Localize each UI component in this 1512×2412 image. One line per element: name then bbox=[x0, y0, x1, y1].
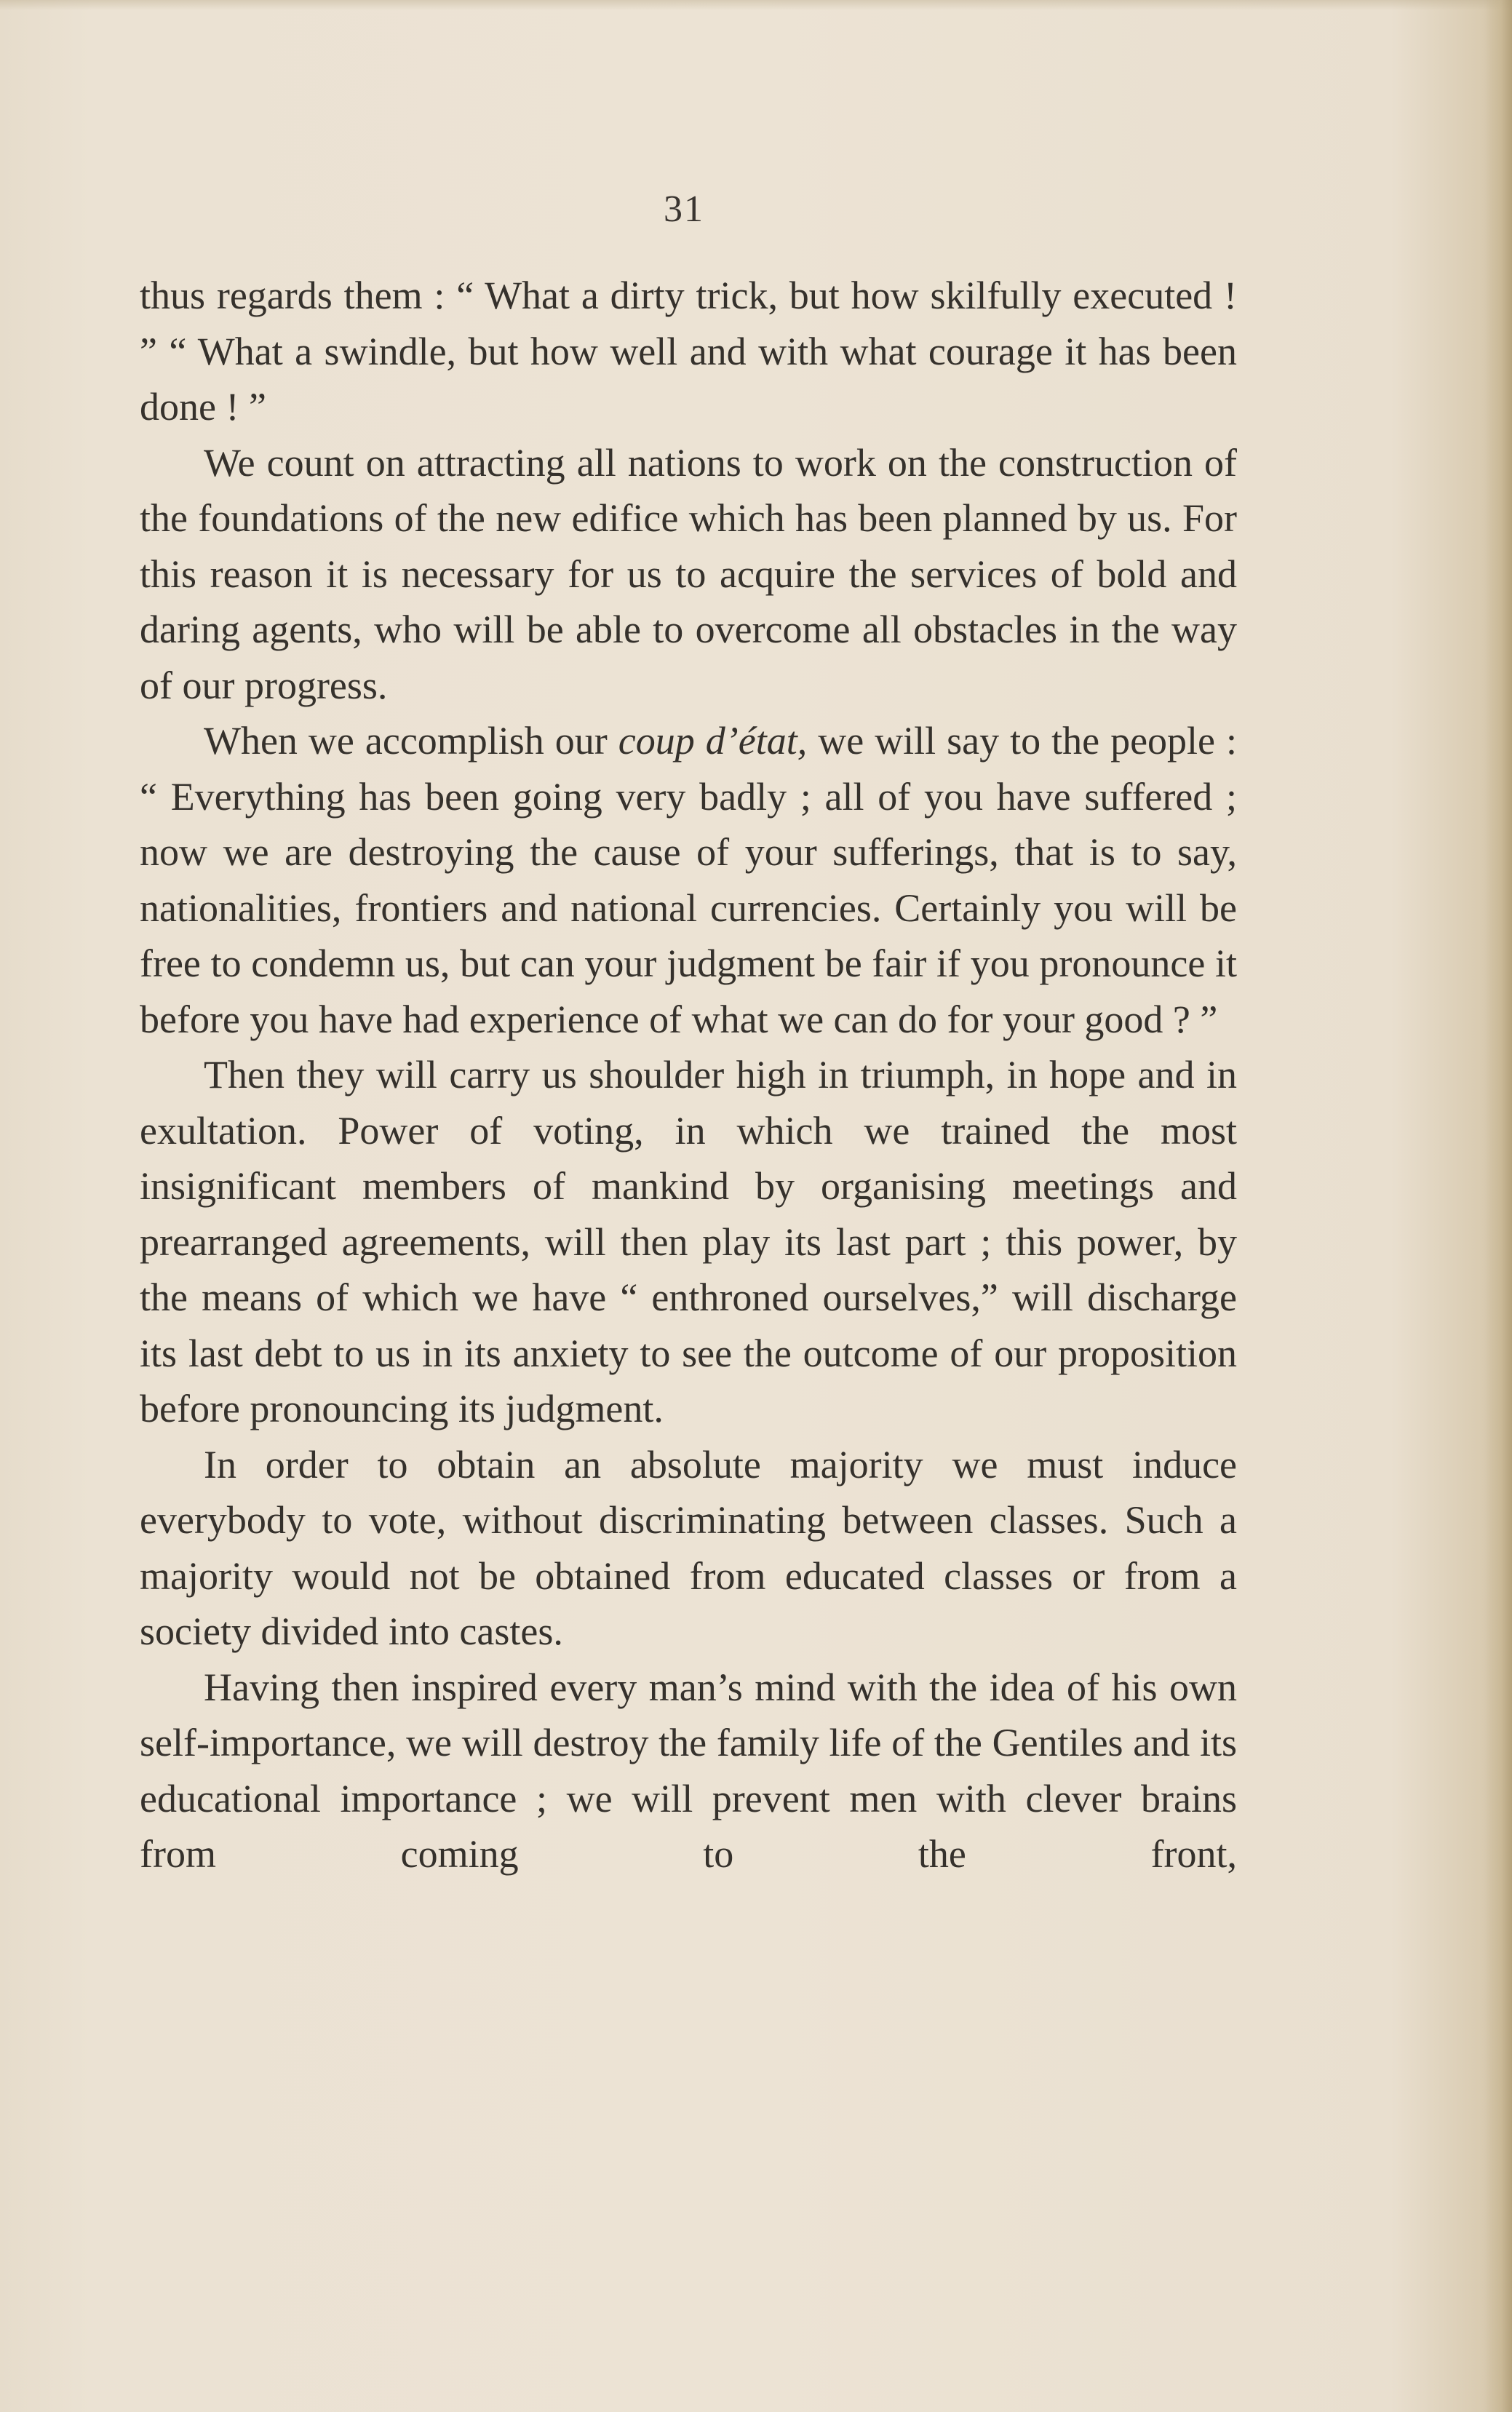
page-top-shadow bbox=[0, 0, 1512, 10]
body-text bbox=[140, 268, 1237, 1882]
paragraph-3 bbox=[140, 713, 1237, 1047]
paragraph-3-before: When we accomplish our bbox=[204, 719, 618, 763]
page-edge-shadow bbox=[1484, 0, 1512, 2412]
paragraph-2: We count on attracting all nations to work on the construction of the foundations of the new edifice which has been planned by us. For this reason it is necessary for us to acquire the services of bold and daring agents, who will be able to overcome all obstacles in the way of our progress. bbox=[140, 440, 1237, 707]
paragraph-4: Then they will carry us shoulder high in triumph, in hope and in exultation. Power of voting, in which we trained the most insignificant members of mankind by organising meetings and prearranged agreements, will then play its last part ; this power, by the means of which we have “ enthroned ourselves,” will discharge its last debt to us in its anxiety to see the outcome of our proposition before pronouncing its judgment. bbox=[140, 1053, 1237, 1430]
paragraph-5: In order to obtain an absolute majority we must induce everybody to vote, without discriminating between classes. Such a majority would not be obtained from educated classes or from a society divided into castes. bbox=[140, 1442, 1237, 1653]
paragraph-3-italic-phrase: coup d’état, bbox=[618, 719, 808, 763]
paragraph-6: Having then inspired every man’s mind with the idea of his own self-importance, we will destroy the family life of the Gentiles and its educational importance ; we will prevent men with clever brains from coming to the front, bbox=[140, 1665, 1237, 1876]
paragraph-1: thus regards them : “ What a dirty trick, but how skilfully executed ! ” “ What a swindle, but how well and with what courage it has been done ! ” bbox=[140, 274, 1237, 429]
page-number: 31 bbox=[664, 188, 704, 230]
paragraph-3-after: we will say to the people : “ Everything has been going very badly ; all of you have suffered ; now we are destroying the cause of your sufferings, that is to say, nationalities, frontiers and national currencies. Certainly you will be free to condemn us, but can your judgment be fair if you pronounce it before you have had experience of what we can do for your good ? ” bbox=[140, 719, 1237, 1041]
